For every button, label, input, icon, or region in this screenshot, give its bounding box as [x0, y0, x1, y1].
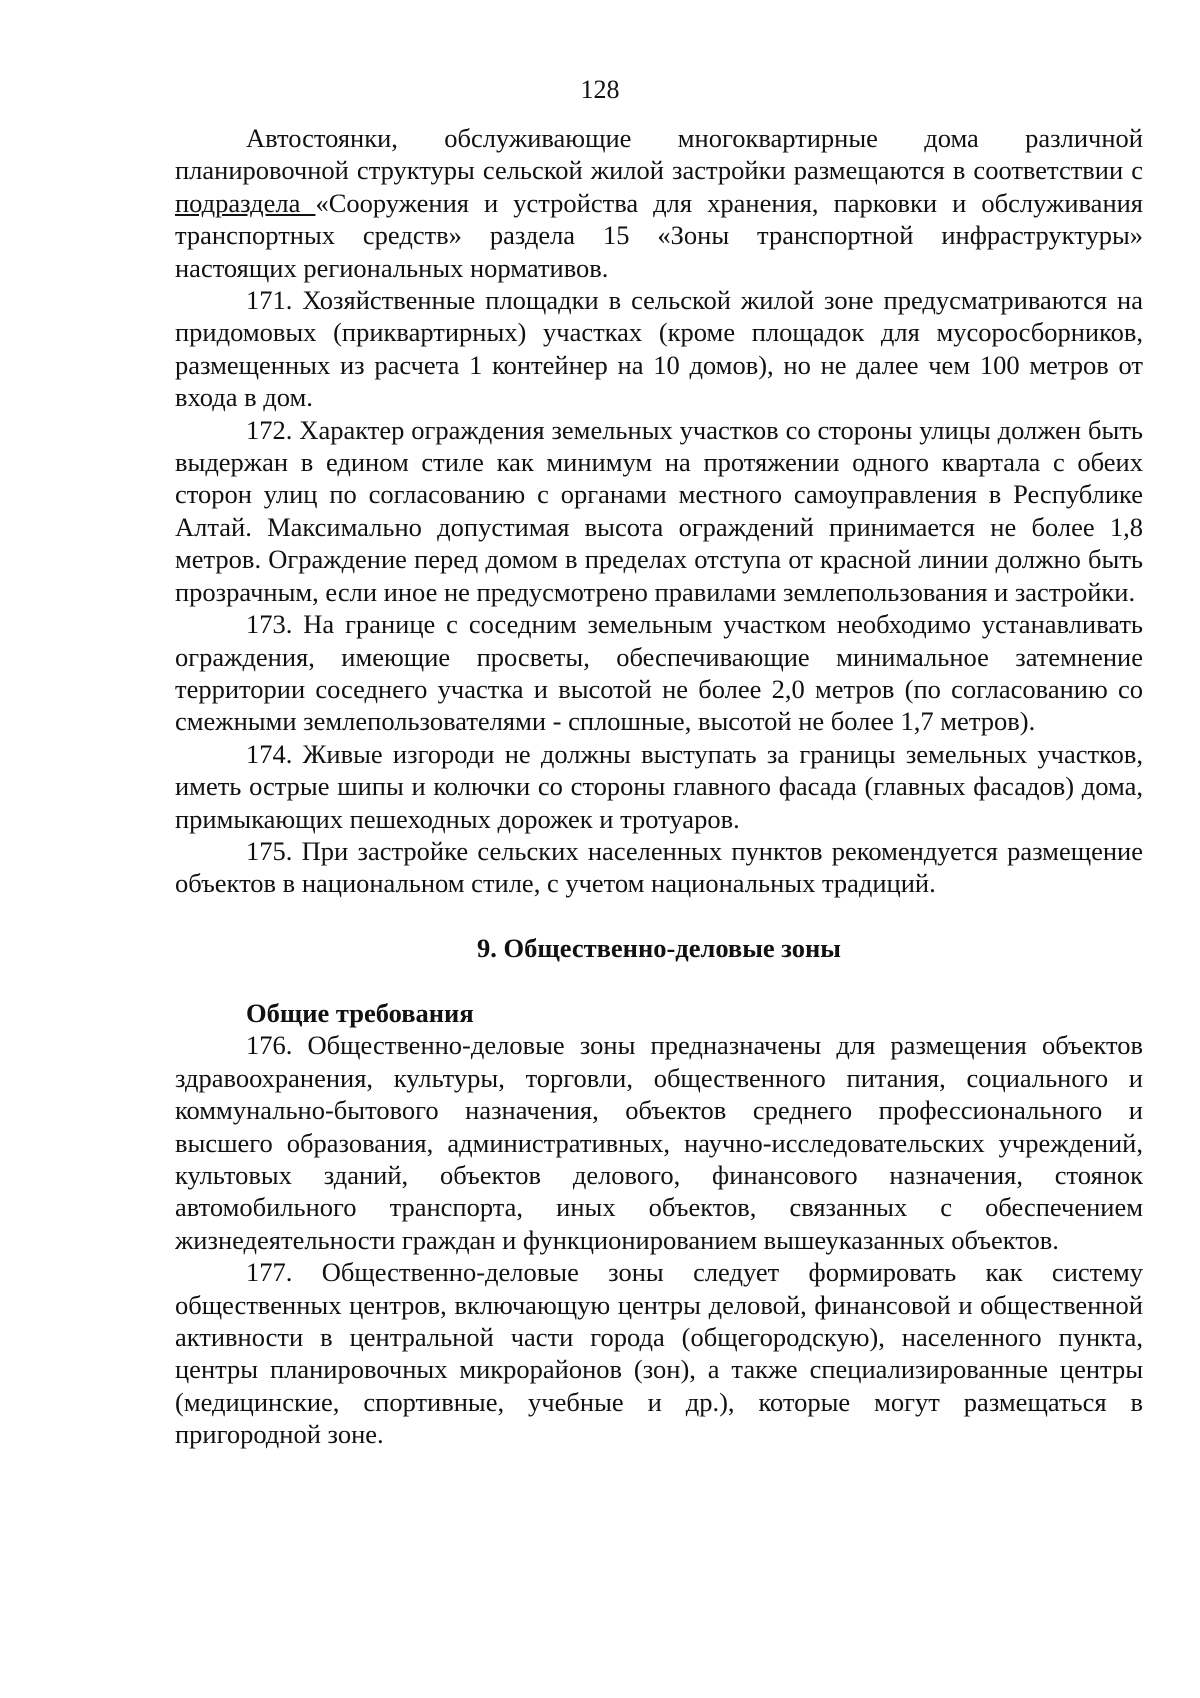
- paragraph-172: 172. Характер ограждения земельных участков со стороны улицы должен быть выдержан в едином стиле как минимум на протяжении одного квартала с обеих сторон улиц по согласованию с органами местного самоуправления в Республике Алтай. Максимально допустимая высота ограждений принимается не более 1,8 метров. Ограждение перед домом в пределах отступа от красной линии должно быть прозрачным, если иное не предусмотрено правилами землепользования и застройки.: [175, 414, 1143, 607]
- document-body: [175, 122, 1143, 1451]
- paragraph-176: 176. Общественно-деловые зоны предназначены для размещения объектов здравоохранения, культуры, торговли, общественного питания, социального и коммунально-бытового назначения, объектов среднего профессионального и высшего образования, административных, научно-исследовательских учреждений, культовых зданий, объектов делового, финансового назначения, стоянок автомобильного транспорта, иных объектов, связанных с обеспечением жизнедеятельности граждан и функционированием вышеуказанных объектов.: [175, 1030, 1143, 1255]
- paragraph-175: 175. При застройке сельских населенных пунктов рекомендуется размещение объектов в национальном стиле, с учетом национальных традиций.: [175, 835, 1143, 899]
- subheading: Общие требования: [246, 997, 474, 1028]
- paragraph-parking: [175, 122, 1143, 284]
- paragraph-171: 171. Хозяйственные площадки в сельской жилой зоне предусматриваются на придомовых (приквартирных) участках (кроме площадок для мусоросборников, размещенных из расчета 1 контейнер на 10 домов), но не далее чем 100 метров от входа в дом.: [175, 285, 1143, 413]
- section-heading: 9. Общественно-деловые зоны: [477, 933, 841, 964]
- paragraph-173: 173. На границе с соседним земельным участком необходимо устанавливать ограждения, имеющие просветы, обеспечивающие минимальное затемнение территории соседнего участка и высотой не более 2,0 метров (по согласованию со смежными землепользователями - сплошные, высотой не более 1,7 метров).: [175, 609, 1143, 737]
- paragraph-parking-text-end: «Сооружения и устройства для хранения, парковки и обслуживания транспортных средств» раздела 15 «Зоны транспортной инфраструктуры» настоящих региональных нормативов.: [175, 187, 1144, 283]
- paragraph-parking-text: Автостоянки, обслуживающие многоквартирные дома различной планировочной структуры сельской жилой застройки размещаются в соответствии с: [175, 123, 1143, 186]
- spacer: [175, 965, 1143, 997]
- spacer: [175, 900, 1143, 932]
- paragraph-174: 174. Живые изгороди не должны выступать за границы земельных участков, иметь острые шипы и колючки со стороны главного фасада (главных фасадов) дома, примыкающих пешеходных дорожек и тротуаров.: [175, 738, 1143, 834]
- subsection-link[interactable]: подраздела: [175, 187, 316, 218]
- paragraph-177: 177. Общественно-деловые зоны следует формировать как систему общественных центров, включающую центры деловой, финансовой и общественной активности в центральной части города (общегородскую), населенного пункта, центры планировочных микрорайонов (зон), а также специализированные центры (медицинские, спортивные, учебные и др.), которые могут размещаться в пригородной зоне.: [175, 1257, 1143, 1450]
- page-number: 128: [580, 75, 620, 104]
